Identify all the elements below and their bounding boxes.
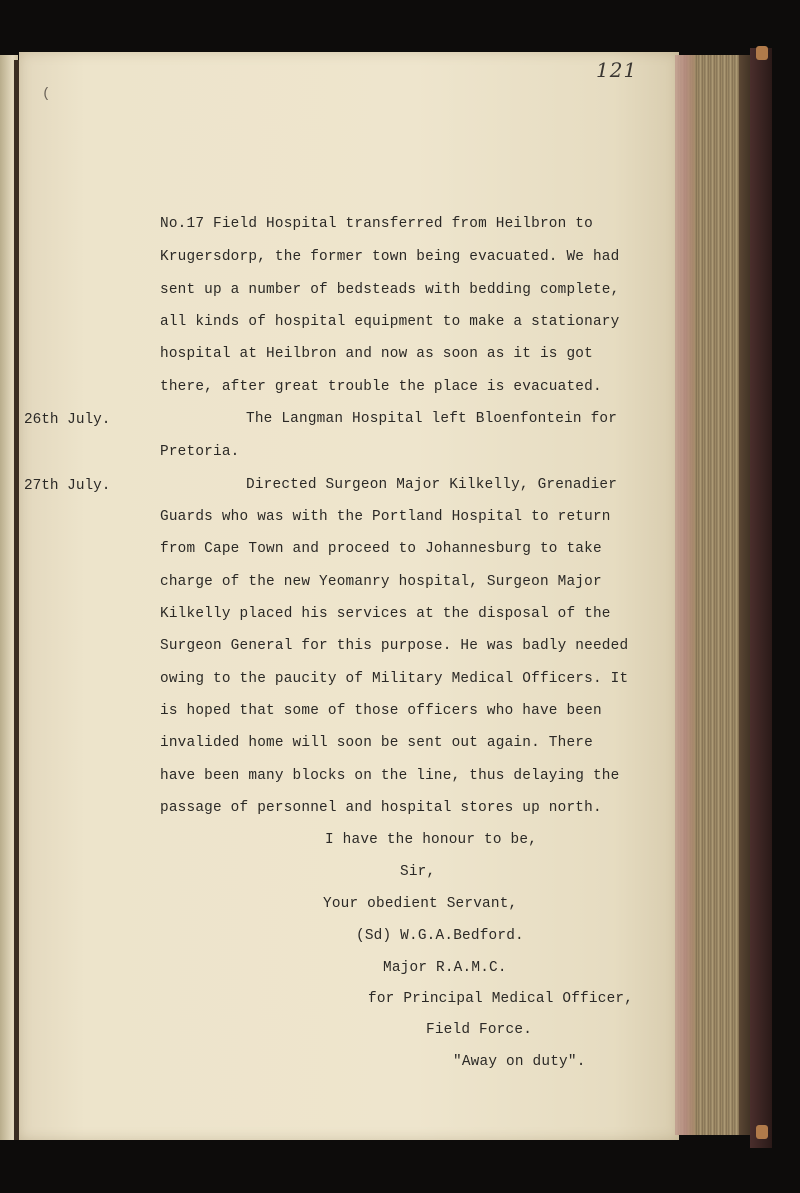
signature-capacity: for Principal Medical Officer, — [368, 991, 634, 1007]
closing-salutation: I have the honour to be, — [325, 832, 538, 848]
signature-unit: Field Force. — [426, 1022, 533, 1038]
body-line: all kinds of hospital equipment to make a stationary — [160, 314, 620, 330]
body-line: sent up a number of bedsteads with bedding complete, — [160, 282, 620, 298]
body-line: charge of the new Yeomanry hospital, Surgeon Major — [160, 574, 602, 590]
margin-date-26th-july: 26th July. — [24, 412, 111, 428]
body-line: passage of personnel and hospital stores up north. — [160, 800, 602, 816]
body-line: Krugersdorp, the former town being evacuated. We had — [160, 249, 620, 265]
page-stack-edge — [675, 55, 753, 1135]
body-line: The Langman Hospital left Bloenfontein for — [246, 411, 618, 427]
body-line: invalided home will soon be sent out again. There — [160, 735, 593, 751]
body-line: Surgeon General for this purpose. He was badly needed — [160, 638, 629, 654]
corner-mark: ( — [42, 86, 51, 102]
body-line: there, after great trouble the place is evacuated. — [160, 379, 602, 395]
signature-note: "Away on duty". — [453, 1054, 586, 1070]
signature-name: (Sd) W.G.A.Bedford. — [356, 928, 524, 944]
body-line: Kilkelly placed his services at the disposal of the — [160, 606, 611, 622]
closing-servant: Your obedient Servant, — [323, 896, 518, 912]
body-line: have been many blocks on the line, thus delaying the — [160, 768, 620, 784]
body-line: hospital at Heilbron and now as soon as it is got — [160, 346, 593, 362]
body-line: is hoped that some of those officers who have been — [160, 703, 602, 719]
folio-number: 121 — [596, 58, 638, 82]
book-cover-edge — [750, 48, 772, 1148]
body-line: Directed Surgeon Major Kilkelly, Grenadier — [246, 477, 618, 493]
body-line: from Cape Town and proceed to Johannesburg to take — [160, 541, 602, 557]
margin-date-27th-july: 27th July. — [24, 478, 111, 494]
signature-rank: Major R.A.M.C. — [383, 960, 507, 976]
body-line: Pretoria. — [160, 444, 240, 460]
body-line: Guards who was with the Portland Hospital to return — [160, 509, 611, 525]
body-line: No.17 Field Hospital transferred from Heilbron to — [160, 216, 593, 232]
corner-clasp-top — [756, 46, 768, 60]
closing-sir: Sir, — [400, 864, 436, 880]
body-line: owing to the paucity of Military Medical Officers. It — [160, 671, 629, 687]
corner-clasp-bottom — [756, 1125, 768, 1139]
